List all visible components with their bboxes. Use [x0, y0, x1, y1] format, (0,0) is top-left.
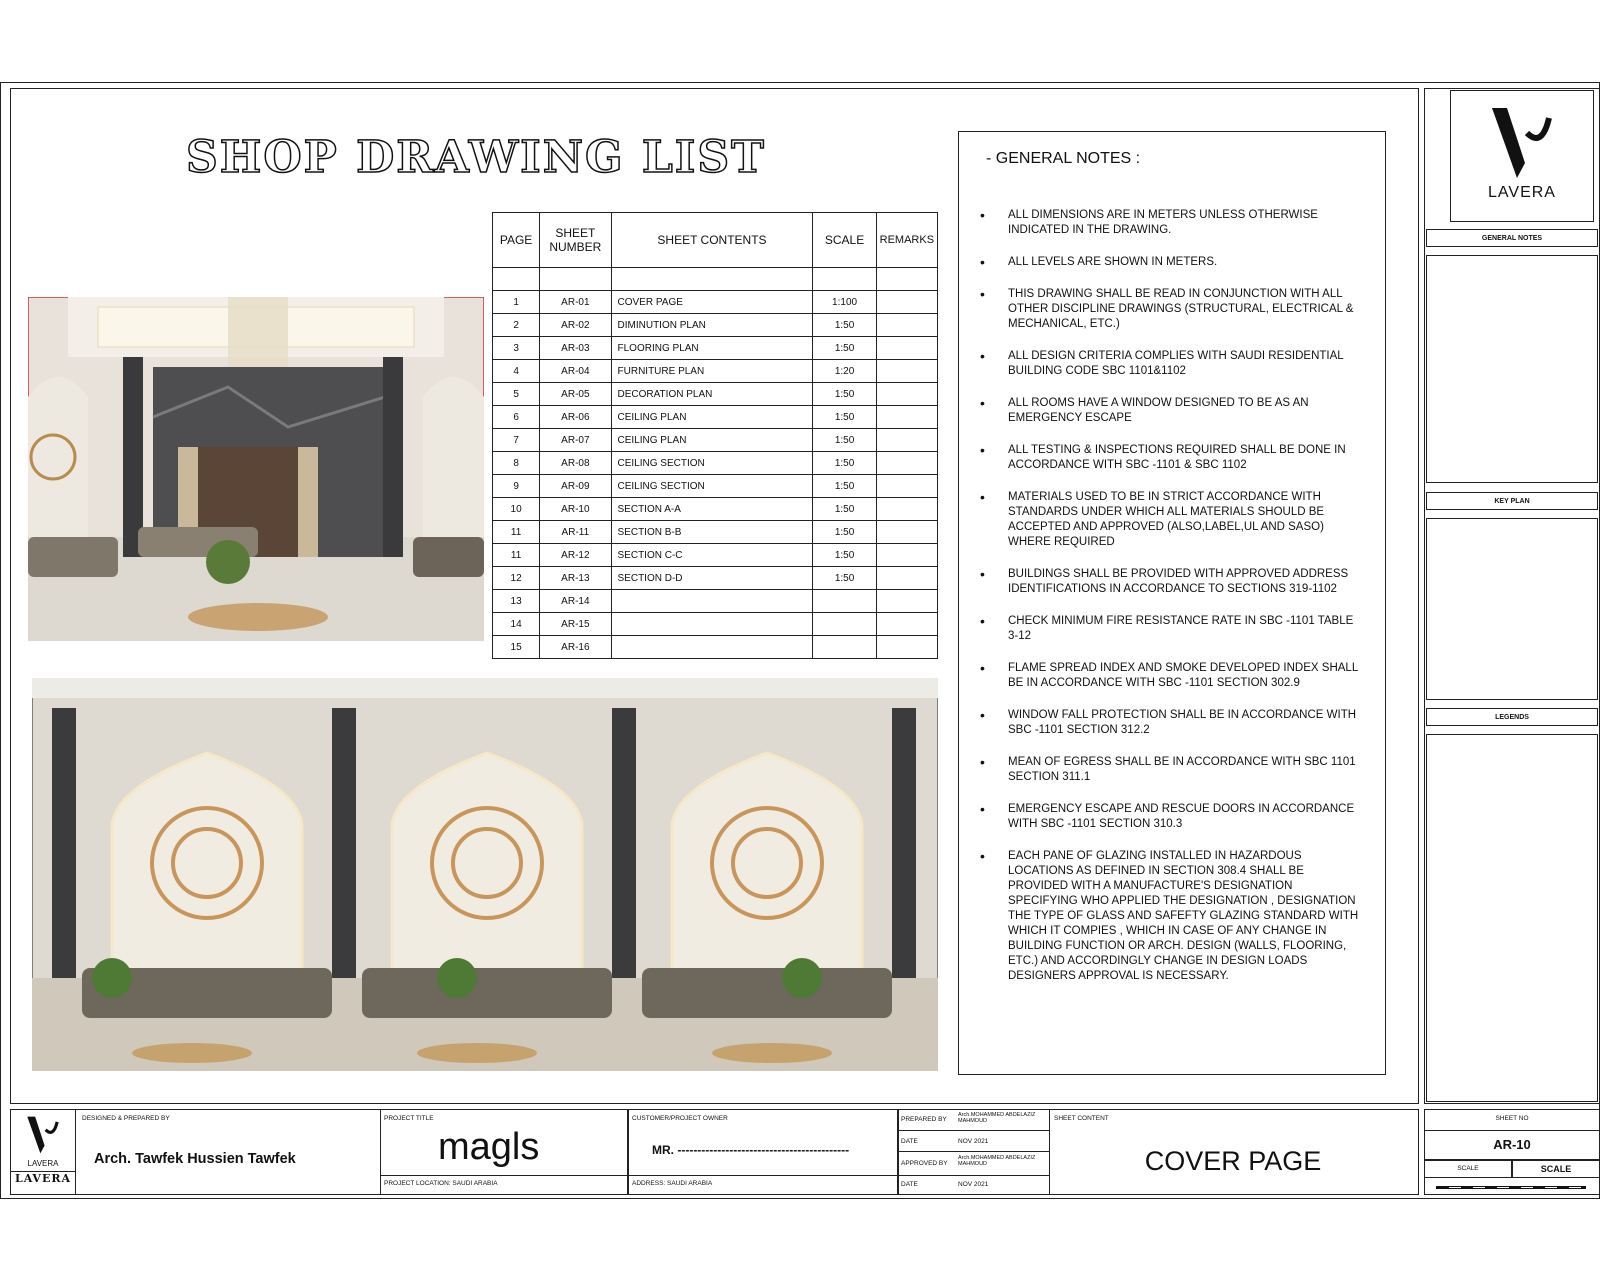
approved-label: APPROVED BY — [901, 1160, 948, 1167]
sidebar-key-plan-label: KEY PLAN — [1426, 492, 1598, 510]
cell-sheet: AR-01 — [540, 291, 611, 314]
cell-contents: SECTION D-D — [611, 567, 813, 590]
cell-sheet: AR-09 — [540, 475, 611, 498]
cell-scale: 1:20 — [813, 360, 876, 383]
table-row — [493, 429, 938, 452]
cell-contents: SECTION B-B — [611, 521, 813, 544]
cell-scale: 1:50 — [813, 314, 876, 337]
project-title-label: PROJECT TITLE — [384, 1115, 434, 1122]
cell-sheet: AR-11 — [540, 521, 611, 544]
cell-contents: FLOORING PLAN — [611, 337, 813, 360]
cell-contents: CEILING PLAN — [611, 406, 813, 429]
cell-contents: DIMINUTION PLAN — [611, 314, 813, 337]
cell-remarks — [876, 613, 937, 636]
note-item: • ALL TESTING & INSPECTIONS REQUIRED SHALL BE DONE IN ACCORDANCE WITH SBC -1101 & SBC 1102 — [980, 443, 1360, 473]
cell-scale: 1:50 — [813, 406, 876, 429]
note-item: • WINDOW FALL PROTECTION SHALL BE IN ACCORDANCE WITH SBC -1101 SECTION 312.2 — [980, 708, 1360, 738]
sidebar-general-notes-area — [1426, 255, 1598, 483]
sidebar-key-plan-area — [1426, 518, 1598, 700]
table-row — [493, 521, 938, 544]
note-item: • ALL DIMENSIONS ARE IN METERS UNLESS OTHERWISE INDICATED IN THE DRAWING. — [980, 208, 1360, 238]
cell-sheet: AR-12 — [540, 544, 611, 567]
scale-label: SCALE — [1424, 1160, 1512, 1178]
lavera-logo-icon — [1487, 103, 1557, 183]
cell-remarks — [876, 521, 937, 544]
sheet-content-label: SHEET CONTENT — [1054, 1115, 1109, 1122]
col-scale: SCALE — [813, 213, 876, 268]
note-item: • ALL LEVELS ARE SHOWN IN METERS. — [980, 255, 1360, 270]
table-row — [493, 613, 938, 636]
sidebar-legends-label: LEGENDS — [1426, 708, 1598, 726]
cell-scale: 1:50 — [813, 452, 876, 475]
table-row — [493, 337, 938, 360]
cell-remarks — [876, 590, 937, 613]
table-row — [493, 567, 938, 590]
cell-remarks — [876, 337, 937, 360]
cell-scale: 1:50 — [813, 429, 876, 452]
cell-page: 14 — [493, 613, 540, 636]
table-row — [493, 291, 938, 314]
cell-page: 4 — [493, 360, 540, 383]
date1-label: DATE — [901, 1138, 918, 1145]
project-name: magls — [438, 1126, 540, 1168]
prepared-label: PREPARED BY — [901, 1116, 947, 1123]
sheet-no-label: SHEET NO — [1495, 1115, 1529, 1122]
cell-contents: SECTION C-C — [611, 544, 813, 567]
cell-sheet: AR-14 — [540, 590, 611, 613]
page-title: SHOP DRAWING LIST — [186, 132, 766, 183]
approved-name: Arch.MOHAMMED ABDELAZIZ MAHMOUD — [958, 1155, 1036, 1167]
cell-contents: SECTION A-A — [611, 498, 813, 521]
cell-page: 6 — [493, 406, 540, 429]
prepared-name: Arch.MOHAMMED ABDELAZIZ MAHMOUD — [958, 1112, 1036, 1124]
cell-contents — [611, 613, 813, 636]
cell-contents: CEILING SECTION — [611, 452, 813, 475]
date1-value: NOV 2021 — [958, 1138, 989, 1145]
cell-contents: COVER PAGE — [611, 291, 813, 314]
cell-sheet: AR-03 — [540, 337, 611, 360]
cell-page: 1 — [493, 291, 540, 314]
cell-page: 3 — [493, 337, 540, 360]
cell-page: 12 — [493, 567, 540, 590]
note-item: • ALL ROOMS HAVE A WINDOW DESIGNED TO BE AS AN EMERGENCY ESCAPE — [980, 396, 1360, 426]
cell-contents: FURNITURE PLAN — [611, 360, 813, 383]
general-notes-title: - GENERAL NOTES : — [986, 150, 1141, 167]
col-sheet-number: SHEET NUMBER — [540, 213, 611, 268]
cell-sheet: AR-05 — [540, 383, 611, 406]
cell-contents — [611, 590, 813, 613]
cell-sheet: AR-16 — [540, 636, 611, 659]
note-item: • EMERGENCY ESCAPE AND RESCUE DOORS IN ACCORDANCE WITH SBC -1101 SECTION 310.3 — [980, 802, 1360, 832]
table-row — [493, 314, 938, 337]
cell-scale: 1:50 — [813, 567, 876, 590]
cell-remarks — [876, 452, 937, 475]
cell-scale: 1:50 — [813, 475, 876, 498]
cell-remarks — [876, 636, 937, 659]
cell-remarks — [876, 291, 937, 314]
titleblock-logo — [10, 1109, 76, 1195]
cell-sheet: AR-06 — [540, 406, 611, 429]
cell-remarks — [876, 475, 937, 498]
lavera-logo-small-icon — [23, 1114, 63, 1156]
cell-contents — [611, 636, 813, 659]
cell-page: 7 — [493, 429, 540, 452]
logo-box — [1450, 90, 1594, 222]
note-item: • BUILDINGS SHALL BE PROVIDED WITH APPROVED ADDRESS IDENTIFICATIONS IN ACCORDANCE TO SECTIONS 319-1102 — [980, 567, 1360, 597]
table-row — [493, 544, 938, 567]
cell-remarks — [876, 406, 937, 429]
col-remarks: REMARKS — [876, 213, 937, 268]
cell-scale — [813, 590, 876, 613]
cell-scale — [813, 636, 876, 659]
cell-sheet: AR-04 — [540, 360, 611, 383]
cell-remarks — [876, 314, 937, 337]
designer-name: Arch. Tawfek Hussien Tawfek — [94, 1151, 296, 1167]
cell-scale — [813, 613, 876, 636]
note-item: • THIS DRAWING SHALL BE READ IN CONJUNCTION WITH ALL OTHER DISCIPLINE DRAWINGS (STRUCTURAL, ELECTRICAL & MECHANICAL, ETC.) — [980, 287, 1360, 332]
scale-value: SCALE — [1512, 1160, 1600, 1178]
table-row — [493, 590, 938, 613]
date2-value: NOV 2021 — [958, 1181, 989, 1188]
note-item: • MATERIALS USED TO BE IN STRICT ACCORDANCE WITH STANDARDS UNDER WHICH ALL MATERIALS SHOULD BE ACCEPTED AND APPROVED (ALSO,LABEL,UL AND SASO) WHERE REQUIRED — [980, 490, 1360, 550]
cell-remarks — [876, 498, 937, 521]
cell-contents: DECORATION PLAN — [611, 383, 813, 406]
cell-remarks — [876, 429, 937, 452]
table-row — [493, 498, 938, 521]
table-row — [493, 636, 938, 659]
table-row — [493, 475, 938, 498]
drawing-list-table — [492, 212, 938, 659]
designed-by-label: DESIGNED & PREPARED BY — [82, 1115, 170, 1122]
col-sheet-contents: SHEET CONTENTS — [611, 213, 813, 268]
note-item: • ALL DESIGN CRITERIA COMPLIES WITH SAUDI RESIDENTIAL BUILDING CODE SBC 1101&1102 — [980, 349, 1360, 379]
cell-sheet: AR-10 — [540, 498, 611, 521]
table-row — [493, 383, 938, 406]
cell-page: 5 — [493, 383, 540, 406]
col-page: PAGE — [493, 213, 540, 268]
note-item: • MEAN OF EGRESS SHALL BE IN ACCORDANCE WITH SBC 1101 SECTION 311.1 — [980, 755, 1360, 785]
cell-page: 10 — [493, 498, 540, 521]
cell-sheet: AR-15 — [540, 613, 611, 636]
date2-label: DATE — [901, 1181, 918, 1188]
cell-sheet: AR-13 — [540, 567, 611, 590]
note-item: • EACH PANE OF GLAZING INSTALLED IN HAZARDOUS LOCATIONS AS DEFINED IN SECTION 308.4 SHALL BE PROVIDED WITH A MANUFACTURE'S DESIGNATION SPECIFYING WHO APPLIED THE DESIGNATION , DESIGNATION THE TYPE OF GLASS AND SAFEFTY GLAZING STANDARD WITH WHICH IT COMPIES , WHICH IN CASE OF ANY CHANGE IN BUILDING FUNCTION OR ARCH. DESIGN (WALLS, FLOORING, ETC.) AND ACCORDINGLY CHANGE IN DESIGN LOADS DESIGNERS APPROVAL IS NECESSARY. — [980, 849, 1360, 984]
cell-sheet: AR-08 — [540, 452, 611, 475]
sheet-number: AR-10 — [1424, 1130, 1600, 1160]
cell-page: 13 — [493, 590, 540, 613]
cell-contents: CEILING PLAN — [611, 429, 813, 452]
note-item: • CHECK MINIMUM FIRE RESISTANCE RATE IN SBC -1101 TABLE 3-12 — [980, 614, 1360, 644]
project-location-label: PROJECT LOCATION: SAUDI ARABIA — [384, 1180, 498, 1187]
table-row — [493, 406, 938, 429]
interior-render-elevation — [32, 678, 938, 1071]
sheet-content: COVER PAGE — [1144, 1146, 1322, 1176]
cell-page: 9 — [493, 475, 540, 498]
cell-scale: 1:50 — [813, 544, 876, 567]
cell-page: 15 — [493, 636, 540, 659]
cell-scale: 1:50 — [813, 498, 876, 521]
titleblock-brand-footer: LAVERA — [11, 1171, 75, 1185]
address-label: ADDRESS: SAUDI ARABIA — [632, 1180, 713, 1187]
interior-render-room — [28, 297, 484, 641]
brand-name: LAVERA — [1488, 184, 1556, 201]
cell-remarks — [876, 360, 937, 383]
cell-contents: CEILING SECTION — [611, 475, 813, 498]
cell-scale: 1:50 — [813, 337, 876, 360]
cell-remarks — [876, 383, 937, 406]
titleblock-brand: LAVERA — [27, 1159, 59, 1168]
cell-remarks — [876, 544, 937, 567]
cell-page: 8 — [493, 452, 540, 475]
cell-remarks — [876, 567, 937, 590]
general-notes-list — [980, 208, 1360, 1001]
cell-sheet: AR-02 — [540, 314, 611, 337]
cell-scale: 1:50 — [813, 521, 876, 544]
table-row — [493, 452, 938, 475]
note-item: • FLAME SPREAD INDEX AND SMOKE DEVELOPED INDEX SHALL BE IN ACCORDANCE WITH SBC -1101 SECTION 302.9 — [980, 661, 1360, 691]
sidebar-general-notes-label: GENERAL NOTES — [1426, 229, 1598, 247]
scale-bar — [1436, 1186, 1586, 1189]
sidebar-legends-area — [1426, 734, 1598, 1102]
cell-sheet: AR-07 — [540, 429, 611, 452]
cell-page: 11 — [493, 544, 540, 567]
cell-scale: 1:100 — [813, 291, 876, 314]
cell-page: 11 — [493, 521, 540, 544]
client-label: CUSTOMER/PROJECT OWNER — [632, 1115, 728, 1122]
cell-scale: 1:50 — [813, 383, 876, 406]
client-name: MR. ------------------------------------------- — [652, 1143, 850, 1157]
table-row — [493, 360, 938, 383]
cell-page: 2 — [493, 314, 540, 337]
